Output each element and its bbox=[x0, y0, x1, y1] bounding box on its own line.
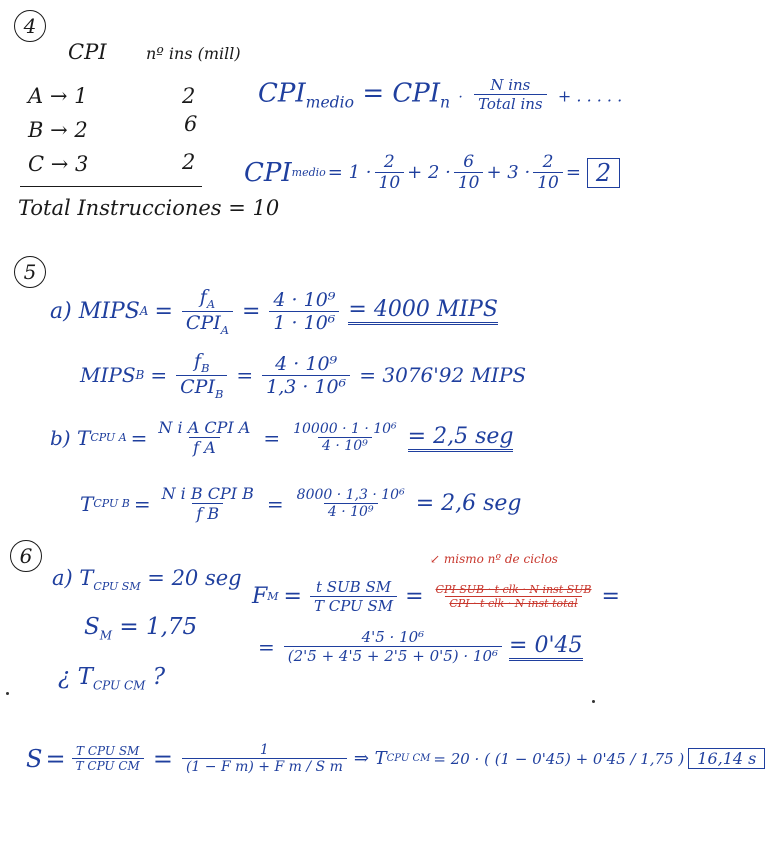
exercise-4-number: 4 bbox=[14, 10, 46, 42]
tcpu-a-line: b) T CPU A = $\frac{\text{N i A CPI A}}{\text{f A}}$ = $\frac{\text{10000 · 1 · 10⁶}}{\text{4 · 10⁹}}$ = 2,5 seg bbox=[50, 418, 514, 457]
header-num-instructions: nº ins (mill) bbox=[146, 44, 241, 63]
tcpu-b-result: = 2,6 seg bbox=[415, 491, 522, 516]
cpi-medio-result: 2 bbox=[587, 158, 620, 188]
row-a-class: A → 1 bbox=[28, 84, 88, 108]
mips-a-result: = 4000 MIPS bbox=[348, 297, 498, 325]
row-b-class: B → 2 bbox=[28, 118, 88, 142]
margin-dot bbox=[592, 700, 595, 703]
red-note: ↙ mismo nº de ciclos bbox=[430, 552, 558, 566]
cpi-medio-formula: $CPI_{medio} = CPI_n$ · $\frac{\text{N ins}}{\text{Total ins}}$ + . . . . . bbox=[258, 76, 623, 113]
tcpu-b-line: T CPU B = $\frac{\text{N i B CPI B}}{\text{f B}}$ = $\frac{\text{8000 · 1,3 · 10⁶}}{\text{4 · 10⁹}}$ = 2,6 seg bbox=[80, 484, 522, 523]
total-instructions: Total Instrucciones = 10 bbox=[18, 196, 280, 220]
mips-a-line: a) MIPS A = $\frac{f_A}{CPI_A}$ = $\frac{\text{4 · 10⁹}}{\text{1 · 10⁶}}$ = 4000 MIPS bbox=[50, 286, 498, 337]
tcpu-sm-given: a) $T_{CPU SM} = 20$ seg bbox=[52, 566, 242, 594]
exercise-6-number: 6 bbox=[10, 540, 42, 572]
row-b-value: 6 bbox=[184, 112, 198, 136]
cpi-medio-calculation: CPI medio = 1 · $\frac{2}{10}$ + 2 · $\frac{6}{10}$ + 3 · $\frac{2}{10}$ = 2 bbox=[244, 152, 620, 193]
row-a-value: 2 bbox=[182, 84, 196, 108]
sm-given: $S_M = 1,75$ bbox=[84, 614, 198, 643]
red-crossed-fraction: $\frac{\text{CPI SUB · t clk · N inst SUB}}{\text{CPI · t clk · N inst total}}$ bbox=[435, 583, 592, 610]
mips-b-result: = 3076'92 MIPS bbox=[359, 363, 527, 388]
fm-calculation: = $\frac{\text{4'5 · 10⁶}}{\text{(2'5 + 4'5 + 2'5 + 0'5) · 10⁶}}$ = 0'45 bbox=[258, 628, 583, 665]
tcpu-cm-question: ¿ $T_{CPU CM}$ ? bbox=[58, 664, 166, 693]
tcpu-cm-result: 16,14 s bbox=[688, 748, 765, 769]
row-c-value: 2 bbox=[182, 150, 196, 174]
header-cpi: CPI bbox=[68, 40, 107, 64]
tcpu-a-result: = 2,5 seg bbox=[408, 424, 514, 452]
exercise-5-number: 5 bbox=[14, 256, 46, 288]
mips-b-line: MIPS B = $\frac{f_B}{CPI_B}$ = $\frac{\text{4 · 10⁹}}{\text{1,3 · 10⁶}}$ = 3076'92 MIPS bbox=[80, 350, 527, 401]
speedup-equation: S = $\frac{\text{T CPU SM}}{\text{T CPU CM}}$ = $\frac{1}{\text{(1 − F m) + F m / S m}}$ ⇒ T CPU CM = 20 · ( (1 − 0'45) + 0'45 / 1,75 ) 16,14 s bbox=[26, 742, 765, 775]
row-c-class: C → 3 bbox=[28, 152, 89, 176]
fm-result: = 0'45 bbox=[509, 633, 582, 661]
table-total-divider bbox=[20, 186, 202, 187]
fm-formula: F M = $\frac{\text{t SUB SM}}{\text{T CPU SM}}$ = $\frac{\text{CPI SUB · t clk · N inst SUB}}{\text{CPI · t clk · N inst total}}$ = bbox=[252, 578, 620, 615]
red-arrow-icon: ↙ bbox=[430, 552, 441, 566]
margin-dot bbox=[6, 692, 9, 695]
